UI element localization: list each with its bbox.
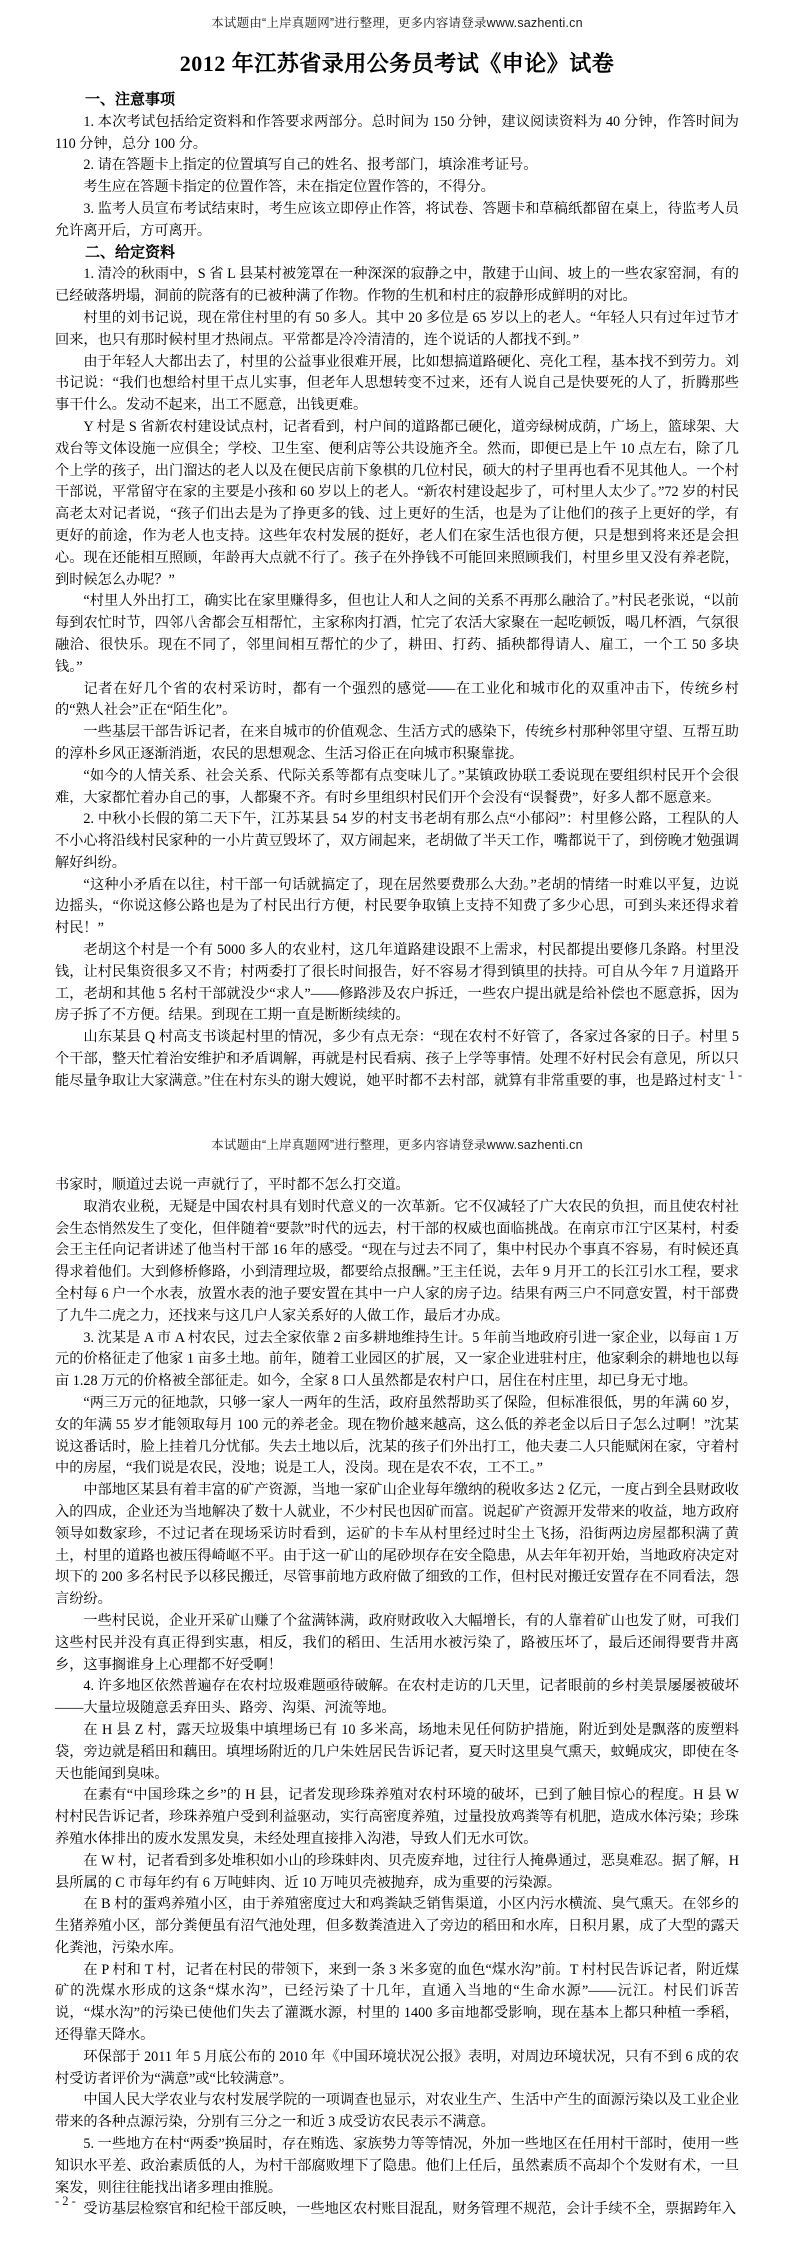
materials-page1-list <box>55 264 739 1092</box>
paragraph: “这种小矛盾在以往，村干部一句话就搞定了，现在居然要费那么大劲。”老胡的情绪一时难以平复，边说边摇头，“你说这修公路也是为了村民出行方便，村民要争取镇上支持不知费了多少心思，可到头来还得求着村民！” <box>55 876 739 937</box>
paragraph: 1. 本次考试包括给定资料和作答要求两部分。总时间为 150 分钟，建议阅读资料为 40 分钟，作答时间为 110 分钟，总分 100 分。 <box>55 113 739 152</box>
paragraph: 山东某县 Q 村高支书谈起村里的情况，多少有点无奈：“现在农村不好管了，各家过各家的日子。村里 5 个干部，整天忙着治安维护和矛盾调解，再就是村民看病、孩子上学等事情。处理不好村民会有意见，所以只能尽量争取让大家满意。”住在村东头的谢大嫂说，她平时都不去村部，就算有非常重要的事，也是路过村支 <box>55 1029 739 1089</box>
paragraph: 书家时，顺道过去说一声就行了，平时都不怎么打交道。 <box>55 1177 410 1193</box>
paragraph: 在素有“中国珍珠之乡”的 H 县，记者发现珍珠养殖对农村环境的破坏，已到了触目惊心的程度。H 县 W 村村民告诉记者，珍珠养殖户受到利益驱动，实行高密度养殖，过量投放鸡粪等有机肥，造成水体污染；珍珠养殖水体排出的废水发黑发臭，未经处理直接排入沟港，导致人们无水可饮。 <box>55 1787 739 1847</box>
paragraph: 2. 中秋小长假的第二天下午，江苏某县 54 岁的村支书老胡有那么点“小郁闷”：村里修公路，工程队的人不小心将沿线村民家种的一小片黄豆毁坏了，双方闹起来，老胡做了半天工作，嘴都说干了，到傍晚才勉强调解好纠纷。 <box>55 811 739 871</box>
paragraph: “两三万元的征地款，只够一家人一两年的生活，政府虽然帮助买了保险，但标准很低，男的年满 60 岁，女的年满 55 岁才能领取每月 100 元的养老金。现在物价越来越高，这么低的养老金以后日子怎么过啊！”沈某说这番话时，脸上挂着几分忧郁。失去土地以后，沈某的孩子们外出打工，他夫妻二人只能赋闲在家，守着村中的房屋，“我们说是农民，没地；说是工人，没岗。现在是农不农，工不工。” <box>55 1394 739 1477</box>
notice-list <box>55 112 739 243</box>
paragraph: 取消农业税，无疑是中国农村具有划时代意义的一次革新。它不仅减轻了广大农民的负担，而且使农村社会生态悄然发生了变化，但伴随着“要款”时代的远去，村干部的权威也面临挑战。在南京市江宁区某村，村委会王主任向记者讲述了他当村干部 16 年的感受。“现在与过去不同了，集中村民办个事真不容易，有时候还真得求着他们。大到修桥修路，小到清理垃圾，都要给点报酬。”王主任说，去年 9 月开工的长江引水工程，要求全村每 6 户一个水表，放置水表的池子要安置在其中一户人家的房子边。结果有两三户不同意安置，村干部费了九牛二虎之力，还找来与这几户人家关系好的人做工作，最后才办成。 <box>55 1198 739 1324</box>
page-2 <box>0 1108 794 2244</box>
paragraph: 1. 清冷的秋雨中，S 省 L 县某村被笼罩在一种深深的寂静之中，散建于山间、坡上的一些农家窑洞，有的已经破落坍塌，洞前的院落有的已被种满了作物。作物的生机和村庄的寂静形成鲜明的对比。 <box>55 266 739 305</box>
header-note: 本试题由“上岸真题网”进行整理，更多内容请登录www.sazhenti.cn <box>211 16 583 30</box>
page-number-2: - 2 - <box>55 2194 76 2208</box>
header-note: 本试题由“上岸真题网”进行整理，更多内容请登录www.sazhenti.cn <box>211 1138 583 1152</box>
paragraph: 一些基层干部告诉记者，在来自城市的价值观念、生活方式的感染下，传统乡村那种邻里守望、互帮互助的淳朴乡风正逐渐消逝，农民的思想观念、生活习俗正在向城市积聚靠拢。 <box>55 724 739 762</box>
paragraph: 受访基层检察官和纪检干部反映，一些地区农村账目混乱，财务管理不规范，会计手续不全，票据跨年入 <box>83 2201 737 2218</box>
paragraph: 2. 请在答题卡上指定的位置填写自己的姓名、报考部门，填涂准考证号。 <box>83 157 538 174</box>
page1-content <box>55 90 739 1093</box>
paragraph: 4. 许多地区依然普遍存在农村垃圾难题亟待破解。在农村走访的几天里，记者眼前的乡村美景屡屡被破坏——大量垃圾随意丢弃田头、路旁、沟渠、河流等地。 <box>55 1678 739 1717</box>
materials-page2-list <box>55 1175 739 2221</box>
section-heading-materials: 二、给定资料 <box>85 244 176 261</box>
paragraph: 一些村民说，企业开采矿山赚了个盆满钵满，政府财政收入大幅增长，有的人靠着矿山也发了财，可我们这些村民并没有真正得到实惠，相反，我们的稻田、生活用水被污染了，路被压坏了，最后还闹得要背井离乡，这事搁谁身上心理都不好受啊！ <box>55 1612 739 1673</box>
paragraph: Y 村是 S 省新农村建设试点村，记者看到，村户间的道路都已硬化，道旁绿树成荫，广场上，篮球架、大戏台等文体设施一应俱全；学校、卫生室、便利店等公共设施齐全。然而，即便已是上午 10 点左右，除了几个上学的孩子，出门溜达的老人以及在便民店前下象棋的几位村民，硕大的村子里再也看不见其他人。一个村干部说，平常留守在家的主要是小孩和 60 岁以上的老人。“新农村建设起步了，可村里人太少了。”72 岁的村民高老太对记者说，“孩子们出去是为了挣更多的钱、过上更好的生活，也是为了让他们的孩子上更好的学，有更好的前途，作为老人也支持。这些年农村发展的挺好，老人们在家生活也很方便，只是想到将来还是会担心。现在还能相互照顾，年龄再大点就不行了。孩子在外挣钱不可能回来照顾我们，村里乡里又没有养老院，到时候怎么办呢？” <box>55 418 739 588</box>
page2-content <box>55 1175 739 2221</box>
page-number-1: - 1 - <box>721 1068 742 1082</box>
paragraph: 在 P 村和 T 村，记者在村民的带领下，来到一条 3 米多宽的血色“煤水沟”前。T 村村民告诉记者，附近煤矿的洗煤水形成的这条“煤水沟”，已经污染了十几年，直通入当地的“生命水源”——沅江。村民们诉苦说，“煤水沟”的污染已使他们失去了灌溉水源，村里的 1400 多亩地都受影响，现在基本上都只种植一季稻，还得靠天降水。 <box>55 1961 739 2044</box>
page-title: 2012 年江苏省录用公务员考试《申论》试卷 <box>179 51 615 76</box>
page-1 <box>0 0 794 1108</box>
paragraph: 3. 监考人员宣布考试结束时，考生应该立即停止作答，将试卷、答题卡和草稿纸都留在桌上，待监考人员允许离开后，方可离开。 <box>55 200 739 239</box>
paragraph: 5. 一些地方在村“两委”换届时，存在贿选、家族势力等等情况，外加一些地区在任用村干部时，使用一些知识水平差、政治素质低的人，为村干部腐败埋下了隐患。他们上任后，虽然素质不高却个个发财有术，一旦案发，则往往能找出诸多理由推脱。 <box>55 2136 739 2196</box>
paragraph: 村里的刘书记说，现在常住村里的有 50 多人。其中 20 多位是 65 岁以上的老人。“年轻人只有过年过节才回来，也只有那时候村里才热闹点。平常都是冷冷清清的，连个说话的人都找不到。” <box>55 309 739 348</box>
paragraph: 中国人民大学农业与农村发展学院的一项调查也显示，对农业生产、生活中产生的面源污染以及工业企业带来的各种点源污染，分别有三分之一和近 3 成受访农民表示不满意。 <box>55 2092 739 2131</box>
paragraph: 在 W 村，记者看到多处堆积如小山的珍珠蚌肉、贝壳废弃地，过往行人掩鼻通过，恶臭难忍。据了解，H 县所属的 C 市每年约有 6 万吨蚌肉、近 10 万吨贝壳被抛弃，成为重要的污染源。 <box>55 1852 739 1891</box>
paragraph: 3. 沈某是 A 市 A 村农民，过去全家依靠 2 亩多耕地维持生计。5 年前当地政府引进一家企业，以每亩 1 万元的价格征走了他家 1 亩多土地。前年，随着工业园区的扩展，又一家企业进驻村庄，他家剩余的耕地也以每亩 1.28 万元的价格被全部征走。如今，全家 8 口人虽然都是农村户口，居住在村庄里，却已身无寸地。 <box>55 1329 739 1390</box>
paragraph: 老胡这个村是一个有 5000 多人的农业村，这几年道路建设跟不上需求，村民都提出要修几条路。村里没钱，让村民集资很多又不肯；村两委打了很长时间报告，好不容易才得到镇里的扶持。可自从今年 7 月道路开工，老胡和其他 5 名村干部就没少“求人”——修路涉及农户拆迁，一些农户提出就是给补偿也不愿意拆，因为房子拆了不方便。结果。到现在工期一直是断断续续的。 <box>55 942 739 1024</box>
paragraph: 由于年轻人大都出去了，村里的公益事业很难开展，比如想搞道路硬化、亮化工程，基本找不到劳力。刘书记说：“我们也想给村里干点儿实事，但老年人思想转变不过来，还有人说自己是快要死的人了，折腾那些事干什么。发动不起来，出工不愿意，出钱更难。 <box>55 353 739 414</box>
paragraph: “村里人外出打工，确实比在家里赚得多，但也让人和人之间的关系不再那么融洽了。”村民老张说，“以前每到农忙时节，四邻八舍都会互相帮忙，主家称肉打酒，忙完了农活大家聚在一起吃顿饭，喝几杯酒，气氛很融洽、很快乐。现在不同了，邻里间相互帮忙的少了，耕田、打药、插秧都得请人、雇工，一个工 50 多块钱。” <box>55 593 739 675</box>
section-heading-notice: 一、注意事项 <box>85 92 176 108</box>
paragraph: 考生应在答题卡指定的位置作答，未在指定位置作答的，不得分。 <box>83 179 495 196</box>
paragraph: 环保部于 2011 年 5 月底公布的 2010 年《中国环境状况公报》表明，对周边环境状况，只有不到 6 成的农村受访者评价为“满意”或“比较满意”。 <box>55 2048 739 2087</box>
paragraph: 在 B 村的蛋鸡养殖小区，由于养殖密度过大和鸡粪缺乏销售渠道，小区内污水横流、臭气熏天。在邻乡的生猪养殖小区，部分粪便虽有沼气池处理，但多数粪渣进入了旁边的稻田和水库，日积月累，成了大型的露天化粪池，污染水库。 <box>55 1896 739 1956</box>
paragraph: 在 H 县 Z 村，露天垃圾集中填埋场已有 10 多米高，场地未见任何防护措施，附近到处是飘落的废塑料袋，旁边就是稻田和藕田。填埋场附近的几户朱姓居民告诉记者，夏天时这里臭气熏天，蚊蝇成灾，即使在冬天也能闻到臭味。 <box>55 1721 739 1782</box>
paragraph: 记者在好几个省的农村采访时，都有一个强烈的感觉——在工业化和城市化的双重冲击下，传统乡村的“熟人社会”正在“陌生化”。 <box>55 680 739 719</box>
paragraph: 中部地区某县有着丰富的矿产资源，当地一家矿山企业每年缴纳的税收多达 2 亿元，一度占到全县财政收入的四成，企业还为当地解决了数十人就业，不少村民也因矿而富。说起矿产资源开发带来的收益，地方政府领导如数家珍，不过记者在现场采访时看到，运矿的卡车从村里经过时尘土飞扬，沿街两边房屋都积满了黄土，村里的道路也被压得崎岖不平。由于这一矿山的尾砂坝存在安全隐患，从去年年初开始，当地政府决定对坝下的 200 多名村民予以移民搬迁，尽管事前地方政府做了细致的工作，但村民对搬迁安置存在不同看法，怨言纷纷。 <box>55 1482 739 1608</box>
paragraph: “如今的人情关系、社会关系、代际关系等都有点变味儿了。”某镇政协联工委说现在要组织村民开个会很难，大家都忙着办自己的事，人都聚不齐。有时乡里组织村民们开个会没有“误餐费”，好多人都不愿意来。 <box>55 767 739 806</box>
